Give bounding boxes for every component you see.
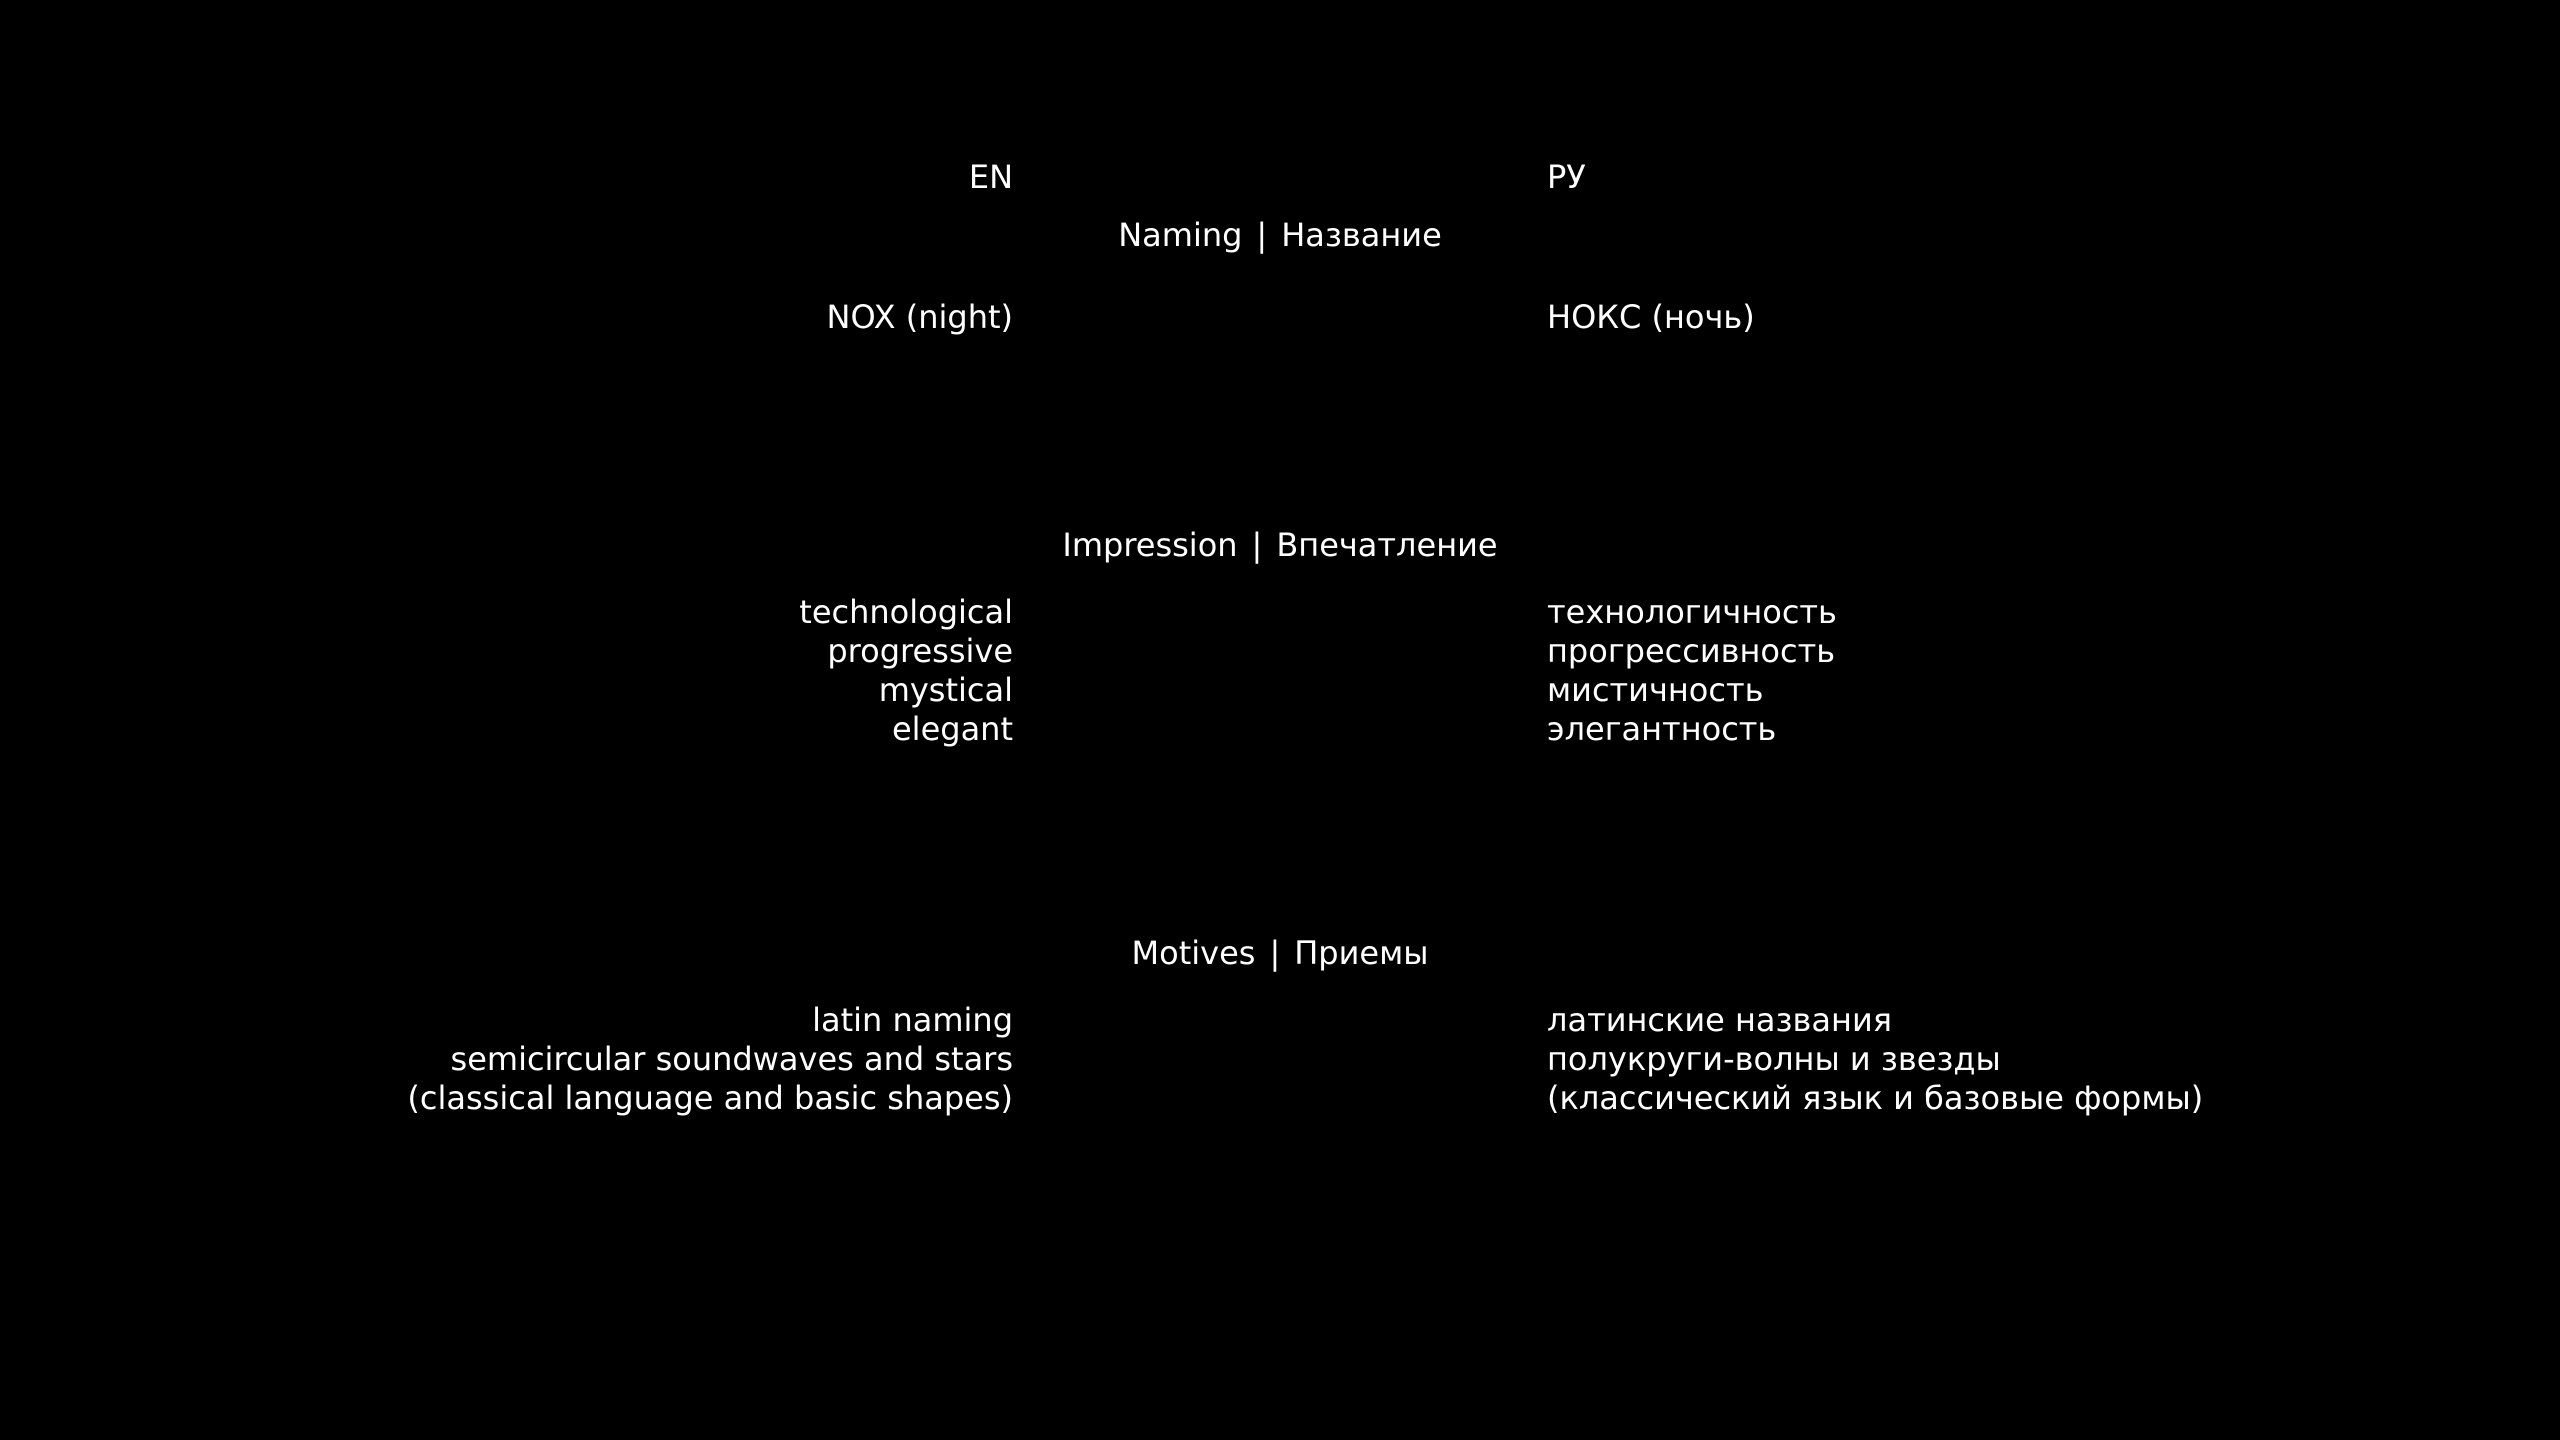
section-title-ru: Впечатление (1276, 526, 1498, 564)
motives-ru-list (1547, 1001, 2203, 1118)
title-separator: | (1256, 216, 1268, 254)
motives-ru-item: латинские названия (1547, 1001, 1892, 1039)
section-title-en: Naming (1118, 216, 1243, 254)
section-title-impression (0, 526, 2560, 565)
motives-en-item: semicircular soundwaves and stars (450, 1040, 1013, 1078)
impression-ru-item: технологичность (1547, 593, 1837, 631)
section-title-en: Motives (1131, 934, 1256, 972)
impression-ru-list (1547, 593, 1837, 749)
section-title-motives (0, 934, 2560, 973)
impression-en-item: mystical (878, 671, 1013, 709)
language-label-en: EN (968, 158, 1013, 196)
motives-en-item: (classical language and basic shapes) (407, 1079, 1013, 1117)
impression-en-item: elegant (891, 710, 1013, 748)
title-separator: | (1269, 934, 1281, 972)
motives-en-list (407, 1001, 1013, 1118)
naming-ru-list (1547, 298, 1755, 337)
impression-ru-item: элегантность (1547, 710, 1777, 748)
impression-ru-item: мистичность (1547, 671, 1764, 709)
impression-ru-item: прогрессивность (1547, 632, 1836, 670)
impression-en-list (799, 593, 1013, 749)
naming-en-item: NOX (night) (826, 298, 1013, 336)
section-title-ru: Приемы (1294, 934, 1429, 972)
section-title-en: Impression (1062, 526, 1238, 564)
section-title-ru: Название (1281, 216, 1442, 254)
language-label-ru: РУ (1547, 158, 1586, 196)
impression-en-item: progressive (827, 632, 1013, 670)
motives-ru-item: полукруги-волны и звезды (1547, 1040, 2001, 1078)
naming-ru-item: НОКС (ночь) (1547, 298, 1755, 336)
naming-en-list (827, 298, 1013, 337)
motives-en-item: latin naming (812, 1001, 1013, 1039)
motives-ru-item: (классический язык и базовые формы) (1547, 1079, 2204, 1117)
section-title-naming (0, 216, 2560, 255)
title-separator: | (1251, 526, 1263, 564)
impression-en-item: technological (799, 593, 1013, 631)
